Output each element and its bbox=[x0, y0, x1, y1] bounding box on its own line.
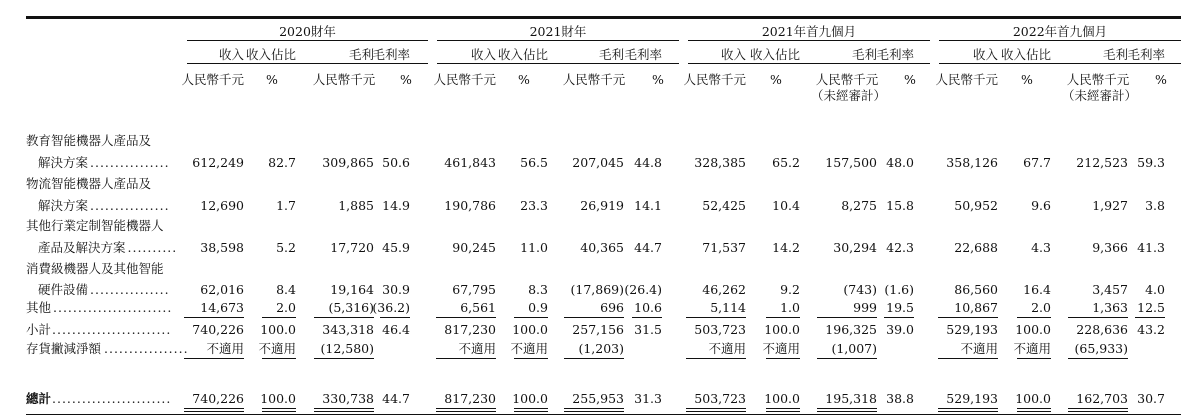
cell-value: 212,523 bbox=[1076, 155, 1128, 170]
period-underline bbox=[187, 40, 428, 41]
row-leader-dots: ................ bbox=[90, 198, 170, 213]
total-label: 總計 bbox=[26, 391, 52, 406]
subtotal-rule bbox=[817, 317, 877, 318]
cell-value: 4.0 bbox=[1145, 282, 1165, 297]
subtotal-rule bbox=[262, 317, 296, 318]
column-header: 毛利率 bbox=[624, 47, 662, 62]
column-header: 毛利 bbox=[1102, 47, 1128, 62]
total-value: 740,226 bbox=[192, 391, 244, 406]
subtotal-rule bbox=[884, 317, 914, 318]
cell-value: 8.3 bbox=[528, 282, 548, 297]
cell-value: 1.0 bbox=[780, 300, 800, 315]
cell-value: 157,500 bbox=[825, 155, 877, 170]
subtotal-value: 100.0 bbox=[260, 322, 296, 337]
cell-value: 1,927 bbox=[1092, 198, 1128, 213]
total-double-rule bbox=[514, 411, 548, 412]
column-header: 收入 bbox=[972, 47, 998, 62]
unit-profit-unaudited: （未經審計） bbox=[811, 88, 887, 103]
header-underline bbox=[939, 63, 1181, 64]
subtotal-value: 228,636 bbox=[1076, 322, 1128, 337]
writedown-value: 不適用 bbox=[206, 341, 244, 356]
cell-value: 15.8 bbox=[886, 198, 914, 213]
total-value: 100.0 bbox=[1015, 391, 1051, 406]
subtotal-rule bbox=[686, 317, 746, 318]
row-label-line2: 其他 bbox=[26, 300, 52, 315]
writedown-value: 不適用 bbox=[960, 341, 998, 356]
writedown-value: (1,007) bbox=[831, 341, 877, 356]
subtotal-rule bbox=[1135, 317, 1165, 318]
cell-value: (5,316) bbox=[328, 300, 374, 315]
total-top-rule bbox=[184, 358, 244, 359]
subtotal-rule bbox=[1068, 317, 1128, 318]
cell-value: (1.6) bbox=[884, 282, 914, 297]
cell-value: 62,016 bbox=[200, 282, 244, 297]
period-header: 2021財年 bbox=[529, 24, 587, 39]
subtotal-value: 343,318 bbox=[322, 322, 374, 337]
cell-value: 17,720 bbox=[330, 240, 374, 255]
row-leader-dots: .......... bbox=[127, 240, 178, 255]
writedown-value: 不適用 bbox=[258, 341, 296, 356]
cell-value: 48.0 bbox=[886, 155, 914, 170]
cell-value: 9.2 bbox=[780, 282, 800, 297]
unit-percent: % bbox=[266, 72, 278, 87]
column-header: 毛利 bbox=[598, 47, 624, 62]
cell-value: 8,275 bbox=[841, 198, 877, 213]
period-underline bbox=[688, 40, 930, 41]
total-double-rule bbox=[436, 408, 496, 409]
total-double-rule bbox=[766, 408, 800, 409]
total-double-rule bbox=[184, 411, 244, 412]
subtotal-value: 740,226 bbox=[192, 322, 244, 337]
total-double-rule bbox=[564, 411, 624, 412]
period-header: 2022年首九個月 bbox=[1012, 24, 1108, 39]
total-double-rule bbox=[262, 408, 296, 409]
period-underline bbox=[437, 40, 679, 41]
period-underline bbox=[939, 40, 1181, 41]
cell-value: 67,795 bbox=[452, 282, 496, 297]
total-double-rule bbox=[1068, 408, 1128, 409]
cell-value: 461,843 bbox=[444, 155, 496, 170]
subtotal-value: 100.0 bbox=[764, 322, 800, 337]
cell-value: 65.2 bbox=[772, 155, 800, 170]
cell-value: 309,865 bbox=[322, 155, 374, 170]
row-label-line1: 物流智能機器人產品及 bbox=[26, 176, 152, 191]
subtotal-value: 529,193 bbox=[946, 322, 998, 337]
row-label-line1: 教育智能機器人產品及 bbox=[26, 133, 152, 148]
cell-value: 30.9 bbox=[382, 282, 410, 297]
subtotal-rule bbox=[436, 317, 496, 318]
header-underline bbox=[437, 63, 679, 64]
total-double-rule bbox=[564, 408, 624, 409]
cell-value: 696 bbox=[600, 300, 624, 315]
total-value: 195,318 bbox=[825, 391, 877, 406]
unit-percent: % bbox=[904, 72, 916, 87]
total-top-rule bbox=[314, 358, 374, 359]
cell-value: 19,164 bbox=[330, 282, 374, 297]
writedown-value: (1,203) bbox=[578, 341, 624, 356]
cell-value: 612,249 bbox=[192, 155, 244, 170]
column-header: 收入佔比 bbox=[749, 47, 800, 62]
total-double-rule bbox=[817, 411, 877, 412]
total-double-rule bbox=[262, 411, 296, 412]
unit-revenue: 人民幣千元 bbox=[181, 72, 244, 87]
subtotal-value: 39.0 bbox=[886, 322, 914, 337]
unit-percent: % bbox=[518, 72, 530, 87]
total-value: 38.8 bbox=[886, 391, 914, 406]
row-label-line2: 解決方案 bbox=[38, 155, 89, 170]
cell-value: 4.3 bbox=[1031, 240, 1051, 255]
writedown-value: 不適用 bbox=[762, 341, 800, 356]
total-value: 100.0 bbox=[512, 391, 548, 406]
cell-value: 26,919 bbox=[580, 198, 624, 213]
total-value: 100.0 bbox=[260, 391, 296, 406]
cell-value: 10,867 bbox=[954, 300, 998, 315]
total-double-rule bbox=[1017, 411, 1051, 412]
subtotal-dots: ........................ bbox=[52, 322, 172, 337]
column-header: 毛利率 bbox=[876, 47, 914, 62]
cell-value: 14.2 bbox=[772, 240, 800, 255]
total-top-rule bbox=[766, 358, 800, 359]
unit-revenue: 人民幣千元 bbox=[683, 72, 746, 87]
cell-value: 16.4 bbox=[1023, 282, 1051, 297]
subtotal-value: 503,723 bbox=[694, 322, 746, 337]
subtotal-value: 46.4 bbox=[382, 322, 410, 337]
writedown-value: (65,933) bbox=[1074, 341, 1128, 356]
period-header: 2021年首九個月 bbox=[761, 24, 857, 39]
row-label-line2: 硬件設備 bbox=[38, 282, 89, 297]
cell-value: 19.5 bbox=[886, 300, 914, 315]
subtotal-label: 小計 bbox=[26, 322, 52, 337]
unit-profit: 人民幣千元 bbox=[562, 72, 626, 87]
total-value: 162,703 bbox=[1076, 391, 1128, 406]
cell-value: 12,690 bbox=[200, 198, 244, 213]
cell-value: 82.7 bbox=[268, 155, 296, 170]
total-value: 529,193 bbox=[946, 391, 998, 406]
cell-value: 3.8 bbox=[1145, 198, 1165, 213]
unit-percent: % bbox=[1021, 72, 1033, 87]
column-header: 收入佔比 bbox=[1000, 47, 1051, 62]
bottom-rule bbox=[26, 414, 1181, 415]
cell-value: 56.5 bbox=[520, 155, 548, 170]
total-double-rule bbox=[1068, 411, 1128, 412]
period-header: 2020財年 bbox=[279, 24, 336, 39]
cell-value: 0.9 bbox=[528, 300, 548, 315]
unit-percent: % bbox=[770, 72, 782, 87]
cell-value: 44.8 bbox=[634, 155, 662, 170]
subtotal-rule bbox=[938, 317, 998, 318]
column-header: 毛利 bbox=[851, 47, 877, 62]
writedown-value: 不適用 bbox=[708, 341, 746, 356]
cell-value: 23.3 bbox=[520, 198, 548, 213]
subtotal-value: 43.2 bbox=[1137, 322, 1165, 337]
cell-value: 30,294 bbox=[833, 240, 877, 255]
cell-value: 1,885 bbox=[338, 198, 374, 213]
top-rule bbox=[26, 16, 1181, 19]
unit-profit: 人民幣千元 bbox=[312, 72, 376, 87]
cell-value: 9,366 bbox=[1092, 240, 1128, 255]
column-header: 毛利率 bbox=[1127, 47, 1165, 62]
cell-value: 52,425 bbox=[702, 198, 746, 213]
unit-revenue: 人民幣千元 bbox=[935, 72, 998, 87]
cell-value: 5.2 bbox=[276, 240, 296, 255]
row-label-line1: 其他行業定制智能機器人 bbox=[26, 218, 164, 233]
total-top-rule bbox=[514, 358, 548, 359]
column-header: 收入 bbox=[720, 47, 746, 62]
total-double-rule bbox=[314, 408, 374, 409]
writedown-value: 不適用 bbox=[1013, 341, 1051, 356]
subtotal-rule bbox=[1017, 317, 1051, 318]
cell-value: 6,561 bbox=[460, 300, 496, 315]
writedown-value: 不適用 bbox=[510, 341, 548, 356]
cell-value: (743) bbox=[843, 282, 877, 297]
total-value: 44.7 bbox=[382, 391, 410, 406]
cell-value: 358,126 bbox=[946, 155, 998, 170]
writedown-value: (12,580) bbox=[320, 341, 374, 356]
cell-value: 14.9 bbox=[382, 198, 410, 213]
cell-value: 5,114 bbox=[710, 300, 746, 315]
cell-value: 999 bbox=[853, 300, 877, 315]
cell-value: 8.4 bbox=[276, 282, 296, 297]
total-top-rule bbox=[564, 358, 624, 359]
cell-value: 3,457 bbox=[1092, 282, 1128, 297]
total-dots: ........................ bbox=[52, 391, 172, 406]
subtotal-rule bbox=[184, 317, 244, 318]
column-header: 收入 bbox=[218, 47, 244, 62]
cell-value: 38,598 bbox=[200, 240, 244, 255]
unit-revenue: 人民幣千元 bbox=[433, 72, 496, 87]
total-double-rule bbox=[1017, 408, 1051, 409]
cell-value: 86,560 bbox=[954, 282, 998, 297]
total-value: 31.3 bbox=[634, 391, 662, 406]
unit-profit: 人民幣千元 bbox=[1066, 72, 1130, 87]
cell-value: 14.1 bbox=[634, 198, 662, 213]
cell-value: (17,869) bbox=[570, 282, 624, 297]
total-double-rule bbox=[938, 411, 998, 412]
cell-value: 14,673 bbox=[200, 300, 244, 315]
cell-value: 12.5 bbox=[1137, 300, 1165, 315]
unit-profit: 人民幣千元 bbox=[815, 72, 879, 87]
column-header: 毛利率 bbox=[372, 47, 410, 62]
unit-percent: % bbox=[400, 72, 412, 87]
subtotal-value: 196,325 bbox=[825, 322, 877, 337]
cell-value: 10.4 bbox=[772, 198, 800, 213]
total-double-rule bbox=[686, 411, 746, 412]
cell-value: 46,262 bbox=[702, 282, 746, 297]
total-double-rule bbox=[436, 411, 496, 412]
writedown-value: 不適用 bbox=[458, 341, 496, 356]
subtotal-rule bbox=[766, 317, 800, 318]
total-double-rule bbox=[514, 408, 548, 409]
total-double-rule bbox=[766, 411, 800, 412]
row-leader-dots: ................ bbox=[90, 155, 170, 170]
cell-value: 22,688 bbox=[954, 240, 998, 255]
total-value: 255,953 bbox=[572, 391, 624, 406]
subtotal-rule bbox=[514, 317, 548, 318]
column-header: 毛利 bbox=[348, 47, 374, 62]
cell-value: 67.7 bbox=[1023, 155, 1051, 170]
column-header: 收入佔比 bbox=[497, 47, 548, 62]
subtotal-value: 817,230 bbox=[444, 322, 496, 337]
subtotal-value: 100.0 bbox=[1015, 322, 1051, 337]
unit-profit-unaudited: （未經審計） bbox=[1062, 88, 1138, 103]
cell-value: 328,385 bbox=[694, 155, 746, 170]
cell-value: 190,786 bbox=[444, 198, 496, 213]
total-value: 503,723 bbox=[694, 391, 746, 406]
cell-value: (36.2) bbox=[372, 300, 410, 315]
total-top-rule bbox=[686, 358, 746, 359]
subtotal-value: 257,156 bbox=[572, 322, 624, 337]
total-value: 100.0 bbox=[764, 391, 800, 406]
writedown-dots: ................. bbox=[104, 341, 189, 356]
cell-value: 10.6 bbox=[634, 300, 662, 315]
header-underline bbox=[688, 63, 930, 64]
total-top-rule bbox=[817, 358, 877, 359]
total-top-rule bbox=[938, 358, 998, 359]
cell-value: 44.7 bbox=[634, 240, 662, 255]
subtotal-value: 31.5 bbox=[634, 322, 662, 337]
row-leader-dots: ................ bbox=[90, 282, 170, 297]
total-double-rule bbox=[938, 408, 998, 409]
cell-value: 42.3 bbox=[886, 240, 914, 255]
cell-value: 2.0 bbox=[276, 300, 296, 315]
unit-percent: % bbox=[652, 72, 664, 87]
cell-value: 71,537 bbox=[702, 240, 746, 255]
total-top-rule bbox=[1068, 358, 1128, 359]
row-leader-dots: ........................ bbox=[53, 300, 173, 315]
cell-value: 50,952 bbox=[954, 198, 998, 213]
cell-value: 41.3 bbox=[1137, 240, 1165, 255]
cell-value: 1.7 bbox=[276, 198, 296, 213]
cell-value: 50.6 bbox=[382, 155, 410, 170]
row-label-line1: 消費級機器人及其他智能 bbox=[26, 261, 164, 276]
total-value: 330,738 bbox=[322, 391, 374, 406]
column-header: 收入 bbox=[470, 47, 496, 62]
unit-percent: % bbox=[1155, 72, 1167, 87]
cell-value: 1,363 bbox=[1092, 300, 1128, 315]
subtotal-rule bbox=[314, 317, 374, 318]
writedown-label: 存貨撇減淨額 bbox=[26, 341, 102, 356]
cell-value: 2.0 bbox=[1031, 300, 1051, 315]
subtotal-value: 100.0 bbox=[512, 322, 548, 337]
cell-value: 40,365 bbox=[580, 240, 624, 255]
subtotal-rule bbox=[564, 317, 624, 318]
row-label-line2: 解決方案 bbox=[38, 198, 89, 213]
total-double-rule bbox=[184, 408, 244, 409]
column-header: 收入佔比 bbox=[245, 47, 296, 62]
total-top-rule bbox=[1017, 358, 1051, 359]
cell-value: 9.6 bbox=[1031, 198, 1051, 213]
cell-value: 207,045 bbox=[572, 155, 624, 170]
cell-value: 90,245 bbox=[452, 240, 496, 255]
cell-value: (26.4) bbox=[624, 282, 662, 297]
total-top-rule bbox=[262, 358, 296, 359]
total-value: 30.7 bbox=[1137, 391, 1165, 406]
total-value: 817,230 bbox=[444, 391, 496, 406]
total-double-rule bbox=[817, 408, 877, 409]
subtotal-rule bbox=[380, 317, 410, 318]
total-double-rule bbox=[686, 408, 746, 409]
cell-value: 45.9 bbox=[382, 240, 410, 255]
cell-value: 11.0 bbox=[520, 240, 548, 255]
header-underline bbox=[187, 63, 428, 64]
subtotal-rule bbox=[632, 317, 662, 318]
total-double-rule bbox=[314, 411, 374, 412]
cell-value: 59.3 bbox=[1137, 155, 1165, 170]
total-top-rule bbox=[436, 358, 496, 359]
row-label-line2: 產品及解決方案 bbox=[38, 240, 126, 255]
